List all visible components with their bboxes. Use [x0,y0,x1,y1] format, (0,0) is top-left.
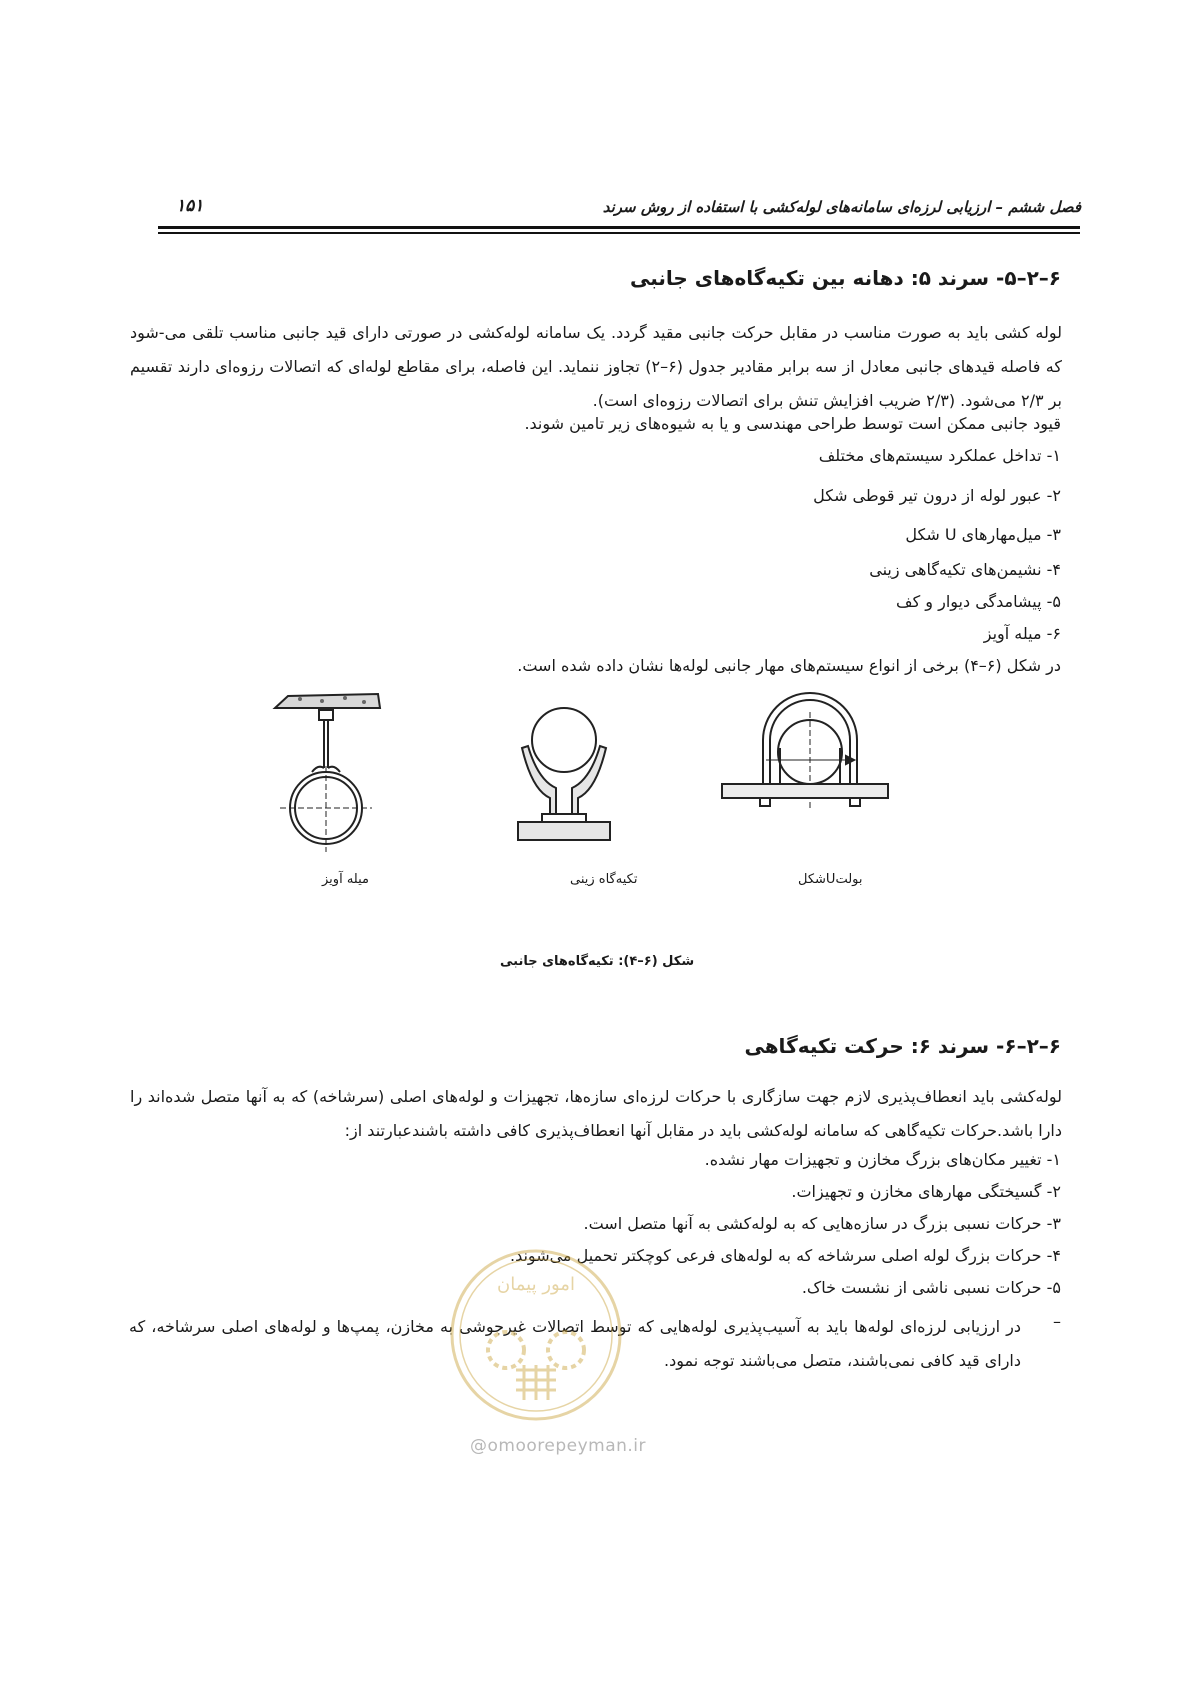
watermark-logo [446,1240,626,1430]
watermark-site-text: @omoorepeyman.ir [470,1436,647,1456]
list-item: ۲- گسیختگی مهارهای مخازن و تجهیزات. [791,1182,1061,1201]
section-heading-6: ۶–۲–۶- سرند ۶: حرکت تکیه‌گاهی [744,1034,1061,1058]
list-item: ۴- حرکات بزرگ لوله اصلی سرشاخه که به لوله‌های فرعی کوچکتر تحمیل می‌شوند. [509,1246,1061,1265]
header-rule-thick [158,226,1080,229]
section1-paragraph: لوله کشی باید به صورت مناسب در مقابل حرکت جانبی مقید گردد. یک سامانه لوله‌کشی در صورتی دارای قید جانبی مناسب تلقی می-شود که فاصله قیدهای جانبی معادل از سه برابر مقادیر جدول (۶–۲) تجاوز ننماید. این فاصله، برای مقاطع لوله‌ای که اتصالات رزوه‌ای دارند تقسیم بر ۲/۳ می‌شود. (۲/۳ ضریب افزایش تنش برای اتصالات رزوه‌ای است). [130,323,1063,410]
list-item: ۳- میل‌مهارهای U شکل [905,525,1061,544]
list-item: ۳- حرکات نسبی بزرگ در سازه‌هایی که به لوله‌کشی به آنها متصل است. [583,1214,1061,1233]
figure-label-ubolt: شکلUبولت [798,872,863,887]
section2-paragraph: لوله‌کشی باید انعطاف‌پذیری لازم جهت سازگاری با حرکات لرزه‌ای سازه‌ها، تجهیزات و لوله‌های اصلی (سرشاخه) که به آنها متصل شده‌اند را دارا باشد.حرکات تکیه‌گاهی که سامانه لوله‌کشی باید در مقابل آنها انعطاف‌پذیری کافی داشته باشندعبارتند از: [130,1087,1062,1140]
watermark-at-icon: @ [470,1436,488,1456]
list-item: ۶- میله آویز [983,624,1061,643]
list-item: ۱- تغییر مکان‌های بزرگ مخازن و تجهیزات مهار نشده. [704,1150,1061,1169]
figure-label-saddle: تکیه‌گاه زینی [570,872,638,887]
figure-caption: شکل (۶–۴): تکیه‌گاه‌های جانبی [500,954,695,969]
header-rule-thin [158,232,1080,234]
svg-text:امور پیمان: امور پیمان [497,1274,575,1295]
section-heading-5: ۶–۲–۵- سرند ۵: دهانه بین تکیه‌گاه‌های جانبی [629,266,1061,290]
running-header-title: فصل ششم – ارزیابی لرزه‌ای سامانه‌های لوله‌کشی با استفاده از روش سرند [602,198,1081,216]
hanger-rod-drawing [275,694,380,852]
section1-closing: در شکل (۶–۴) برخی از انواع سیستم‌های مهار جانبی لوله‌ها نشان داده شده است. [517,656,1061,675]
list-item: ۲- عبور لوله از درون تیر قوطی شکل [813,486,1061,505]
list-item: ۵- حرکات نسبی ناشی از نشست خاک. [801,1278,1061,1297]
dash-bullet-icon: – [1053,1312,1061,1331]
list-item: ۱- تداخل عملکرد سیستم‌های مختلف [818,446,1061,465]
figure-label-hanger: میله آویز [322,872,369,887]
page-number: ۱۵۱ [176,196,204,216]
saddle-support-drawing [518,708,610,840]
list-item: ۴- نشیمن‌های تکیه‌گاهی زینی [869,560,1061,579]
section1-intro: قیود جانبی ممکن است توسط طراحی مهندسی و یا به شیوه‌های زیر تامین شوند. [524,414,1061,433]
list-item: ۵- پیشامدگی دیوار و کف [896,592,1061,611]
u-bolt-drawing [722,693,888,810]
lateral-supports-figure [260,680,920,880]
bullet-text: در ارزیابی لرزه‌ای لوله‌ها باید به آسیب‌پذیری لوله‌هایی که توسط اتصالات غیرجوشی به مخازن، پمپ‌ها و لوله‌های اصلی سرشاخه، که دارای قید کافی نمی‌باشند، متصل می‌باشند توجه نمود. [129,1317,1021,1370]
